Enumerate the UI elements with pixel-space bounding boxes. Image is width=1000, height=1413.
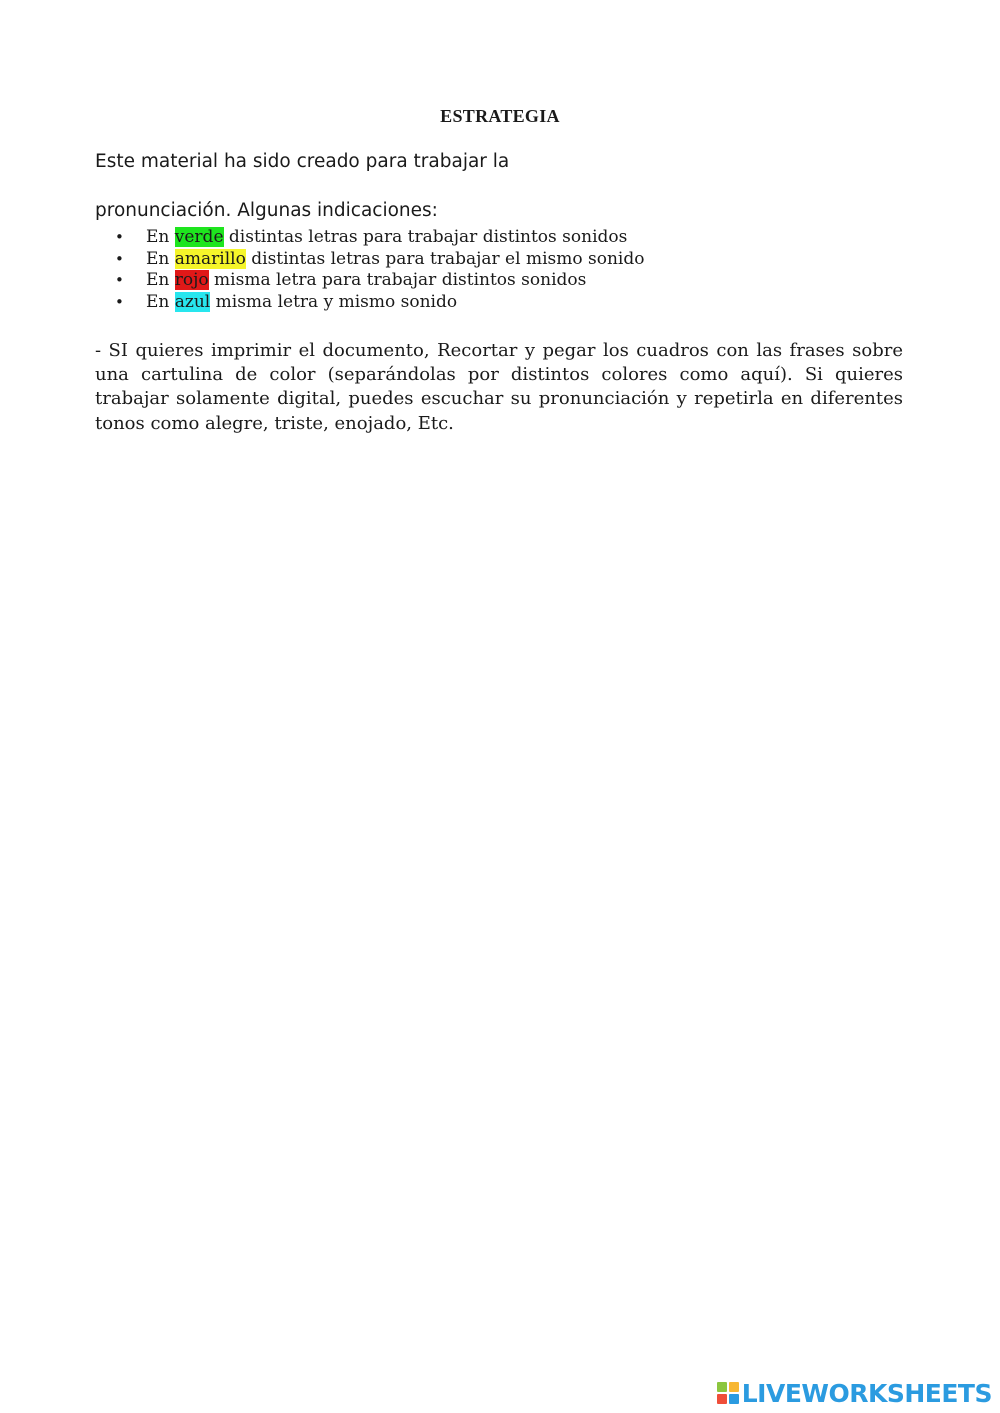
intro-line-2: pronunciación. Algunas indicaciones: [95,200,438,221]
list-item-prefix: En [146,291,175,312]
list-item-azul [95,292,644,314]
bullet-icon: • [115,249,124,268]
list-item-text: distintas letras para trabajar el mismo sonido [245,248,645,269]
liveworksheets-logo-icon [717,1382,739,1404]
list-item-prefix: En [146,248,175,269]
color-legend-list [95,227,644,313]
bullet-icon: • [115,292,124,311]
list-item-prefix: En [146,227,175,247]
list-item-prefix: En [146,270,175,290]
list-item-verde [95,227,644,249]
highlight-rojo: rojo [174,270,209,290]
intro-line-1: Este material ha sido creado para trabajar la [95,151,510,172]
liveworksheets-watermark [717,1379,992,1407]
list-item-rojo [95,270,644,292]
bullet-icon: • [115,271,124,289]
list-item-amarillo [95,249,644,271]
highlight-verde: verde [174,227,224,247]
watermark-text: LIVEWORKSHEETS [741,1378,992,1408]
instructions-paragraph: - SI quieres imprimir el documento, Recortar y pegar los cuadros con las frases sobre una cartulina de color (separándolas por distintos colores como aquí). Si quieres trabajar solamente digital, puedes escuchar su pronunciación y repetirla en diferentes tonos como alegre, triste, enojado, Etc. [95,340,903,434]
list-item-text: distintas letras para trabajar distintos sonidos [223,227,628,247]
list-item-text: misma letra para trabajar distintos sonidos [208,270,587,290]
page-title: ESTRATEGIA [440,106,560,126]
list-item-text: misma letra y mismo sonido [210,291,458,312]
highlight-amarillo: amarillo [174,248,246,269]
bullet-icon: • [115,228,124,246]
highlight-azul: azul [174,291,211,312]
